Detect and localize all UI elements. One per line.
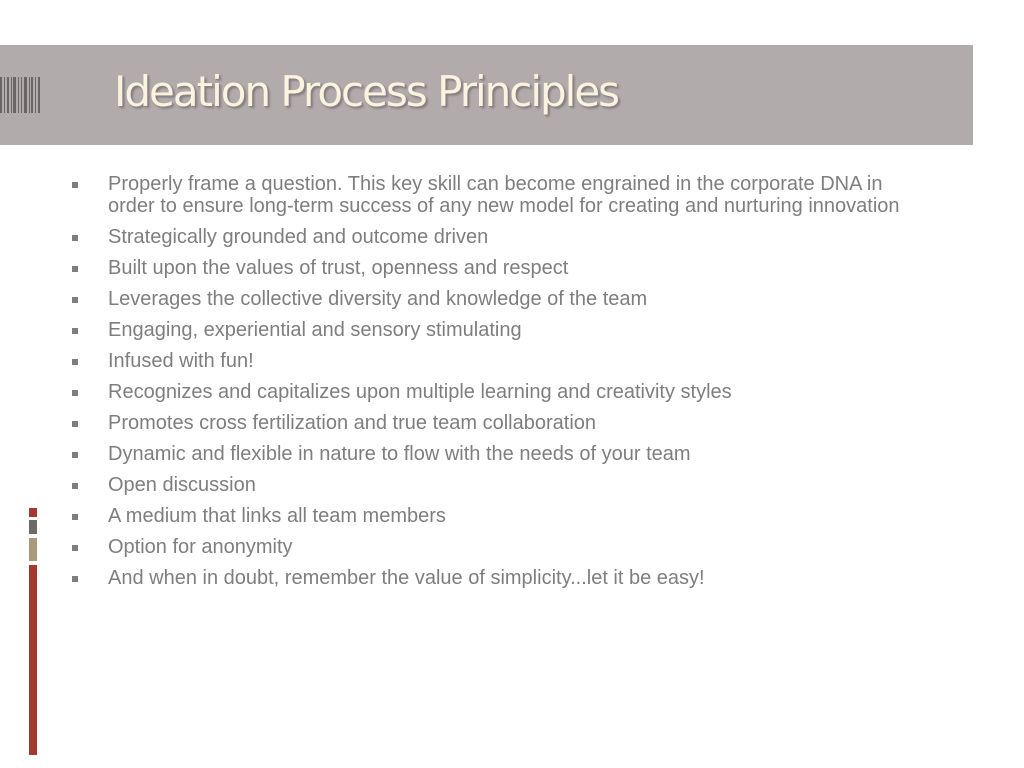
- bullet-item: [72, 505, 932, 527]
- square-bullet-icon: [72, 297, 78, 303]
- square-bullet-icon: [72, 182, 78, 188]
- square-bullet-icon: [72, 483, 78, 489]
- square-bullet-icon: [72, 576, 78, 582]
- square-bullet-icon: [72, 421, 78, 427]
- square-bullet-icon: [72, 235, 78, 241]
- bullet-text: Dynamic and flexible in nature to flow with the needs of your team: [108, 443, 691, 465]
- square-bullet-icon: [72, 328, 78, 334]
- bullet-item: [72, 288, 932, 310]
- accent-bar-red-top: [29, 508, 37, 517]
- bullet-item: [72, 350, 932, 372]
- bullet-text: Leverages the collective diversity and knowledge of the team: [108, 288, 648, 310]
- bullet-item: [72, 567, 932, 589]
- bullet-list: [72, 173, 932, 598]
- bullet-text: Recognizes and capitalizes upon multiple learning and creativity styles: [108, 381, 732, 403]
- bullet-text: Strategically grounded and outcome driven: [108, 226, 489, 248]
- bullet-item: [72, 536, 932, 558]
- accent-bar-tan: [29, 538, 37, 561]
- bullet-text: And when in doubt, remember the value of simplicity...let it be easy!: [108, 567, 705, 589]
- bullet-text: Infused with fun!: [108, 350, 254, 372]
- barcode-stripe-decoration: [0, 77, 40, 113]
- bullet-text: Properly frame a question. This key skill can become engrained in the corporate DNA in order to ensure long-term success of any new model for creating and nurturing innovation: [108, 173, 900, 217]
- bullet-item: [72, 319, 932, 341]
- square-bullet-icon: [72, 390, 78, 396]
- bullet-text: Promotes cross fertilization and true team collaboration: [108, 412, 597, 434]
- square-bullet-icon: [72, 545, 78, 551]
- square-bullet-icon: [72, 514, 78, 520]
- bullet-text: Engaging, experiential and sensory stimulating: [108, 319, 522, 341]
- square-bullet-icon: [72, 266, 78, 272]
- square-bullet-icon: [72, 452, 78, 458]
- slide-title: Ideation Process Principles: [114, 67, 619, 116]
- bullet-text: Open discussion: [108, 474, 256, 496]
- bullet-text: Built upon the values of trust, openness and respect: [108, 257, 569, 279]
- accent-bar-red-long: [29, 565, 37, 755]
- square-bullet-icon: [72, 359, 78, 365]
- bullet-item: [72, 381, 932, 403]
- bullet-item: [72, 257, 932, 279]
- bullet-item: [72, 173, 932, 217]
- bullet-item: [72, 474, 932, 496]
- bullet-text: Option for anonymity: [108, 536, 293, 558]
- accent-bar-grey: [29, 520, 37, 534]
- title-band: [0, 45, 973, 145]
- bullet-item: [72, 412, 932, 434]
- bullet-item: [72, 443, 932, 465]
- bullet-item: [72, 226, 932, 248]
- bullet-text: A medium that links all team members: [108, 505, 446, 527]
